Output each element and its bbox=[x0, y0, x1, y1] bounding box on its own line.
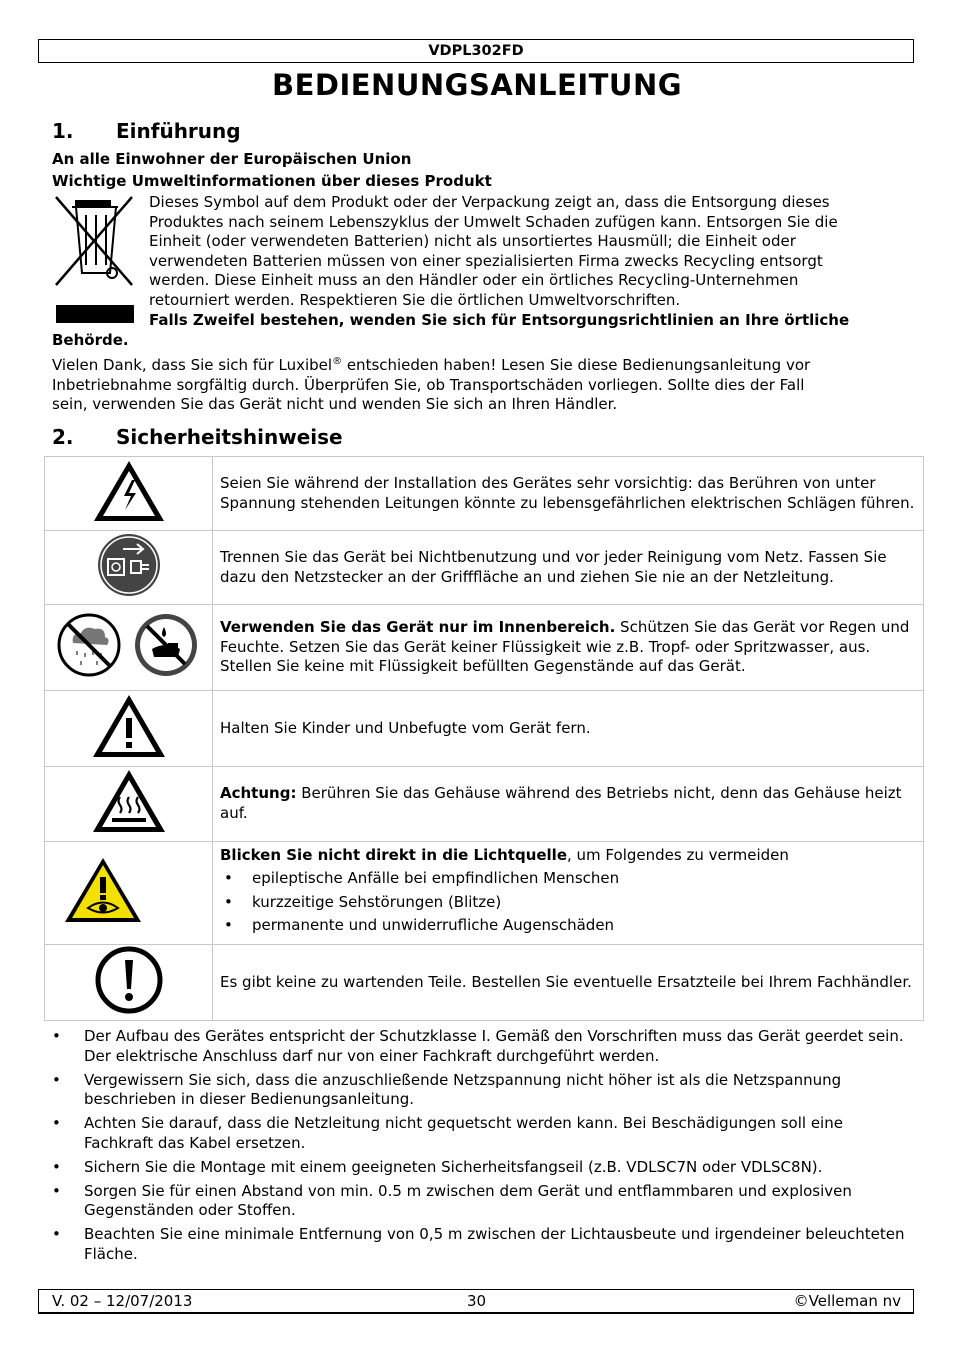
icon-cell bbox=[45, 457, 213, 531]
list-item: • epileptische Anfälle bei empfindlichen Menschen bbox=[220, 869, 917, 889]
safety-text-rest: , um Folgendes zu vermeiden bbox=[567, 845, 789, 864]
warning-icon bbox=[90, 692, 168, 760]
icon-cell bbox=[45, 944, 213, 1021]
text-line bbox=[52, 352, 810, 376]
safety-text: Es gibt keine zu wartenden Teile. Bestellen Sie eventuelle Ersatzteile bei Ihrem Fachhändler. bbox=[213, 944, 924, 1021]
table-row bbox=[45, 767, 924, 842]
doubt-text: Falls Zweifel bestehen, wenden Sie sich für Entsorgungsrichtlinien an Ihre örtliche bbox=[149, 311, 850, 329]
safety-text bbox=[213, 767, 924, 842]
section-number: 1. bbox=[52, 119, 74, 143]
safety-text-bold: Blicken Sie nicht direkt in die Lichtquelle bbox=[220, 845, 567, 864]
section-heading-1 bbox=[52, 119, 241, 143]
list-item: • kurzzeitige Sehstörungen (Blitze) bbox=[220, 893, 917, 913]
safety-text: Halten Sie Kinder und Unbefugte vom Gerät fern. bbox=[213, 691, 924, 767]
footer-page-number: 30 bbox=[467, 1292, 487, 1310]
table-row bbox=[45, 531, 924, 605]
high-voltage-icon bbox=[91, 458, 167, 524]
page-title: BEDIENUNGSANLEITUNG bbox=[271, 68, 683, 102]
safety-table bbox=[44, 456, 924, 1021]
section-heading-2 bbox=[52, 425, 343, 449]
text-line: werden. Diese Einheit muss an den Händler oder ein örtliches Recycling-Unternehmen bbox=[149, 271, 799, 289]
header-model: VDPL302FD bbox=[38, 39, 914, 63]
text-line: Inbetriebnahme sorgfältig durch. Überprüfen Sie, ob Transportschäden vorliegen. Sollte dies der Fall bbox=[52, 375, 805, 394]
eu-subheading: An alle Einwohner der Europäischen Union bbox=[52, 150, 412, 168]
list-item: • Achten Sie darauf, dass die Netzleitung nicht gequetscht werden kann. Bei Beschädigungen soll eine Fachkraft das Kabel ersetzen. bbox=[52, 1114, 912, 1153]
text-line: Dieses Symbol auf dem Produkt oder der Verpackung zeigt an, dass die Entsorgung dieses bbox=[149, 193, 830, 211]
thanks-text: entschieden haben! Lesen Sie diese Bedienungsanleitung vor bbox=[342, 356, 811, 374]
safety-text bbox=[213, 605, 924, 691]
no-water-icon bbox=[134, 613, 200, 677]
text-line: retourniert werden. Respektieren Sie die örtlichen Umweltvorschriften. bbox=[149, 290, 681, 309]
footer-version: V. 02 – 12/07/2013 bbox=[52, 1292, 193, 1310]
text-line: Produktes nach seinem Lebenszyklus der Umwelt Schaden zufügen kann. Entsorgen Sie die bbox=[149, 212, 838, 231]
doubt-text-cont: Behörde. bbox=[52, 331, 129, 349]
exclamation-circle-icon bbox=[94, 945, 164, 1015]
crossed-bin-icon bbox=[52, 193, 136, 323]
text-line: Einheit (oder verwendeten Batterien) nicht als unsortiertes Hausmüll; die Einheit oder bbox=[149, 232, 796, 250]
safety-intro bbox=[220, 846, 917, 866]
safety-text-bold: Achtung: bbox=[220, 784, 297, 803]
icon-cell bbox=[45, 605, 213, 691]
unplug-icon bbox=[97, 533, 161, 597]
list-item: • permanente und unwiderrufliche Augenschäden bbox=[220, 916, 917, 936]
safety-text-rest: Berühren Sie das Gehäuse während des Betriebs nicht, denn das Gehäuse heizt auf. bbox=[220, 784, 902, 822]
list-item: • Beachten Sie eine minimale Entfernung von 0,5 m zwischen der Lichtausbeute und irgendeiner beleuchteten Fläche. bbox=[52, 1225, 912, 1264]
environment-subheading: Wichtige Umweltinformationen über dieses Produkt bbox=[52, 172, 492, 190]
thanks-paragraph bbox=[52, 352, 810, 415]
icon-cell bbox=[45, 531, 213, 605]
eye-warning-icon bbox=[62, 855, 144, 925]
registered-mark: ® bbox=[332, 356, 343, 367]
safety-text: Trennen Sie das Gerät bei Nichtbenutzung und vor jeder Reinigung vom Netz. Fassen Sie dazu den Netzstecker an der Grifffläche an und ziehen Sie nie an der Netzleitung. bbox=[213, 531, 924, 605]
table-row bbox=[45, 457, 924, 531]
no-rain-icon bbox=[57, 613, 123, 677]
section-number: 2. bbox=[52, 425, 74, 449]
table-row bbox=[45, 691, 924, 767]
list-item: • Sorgen Sie für einen Abstand von min. 0.5 m zwischen dem Gerät und entflammbaren und explosiven Gegenständen oder Stoffen. bbox=[52, 1182, 912, 1221]
text-line: verwendeten Batterien müssen von einer spezialisierten Firma zwecks Recycling entsorgt bbox=[149, 251, 823, 270]
eye-risk-list bbox=[220, 869, 917, 936]
table-row bbox=[45, 944, 924, 1021]
safety-bullet-list bbox=[52, 1027, 912, 1269]
list-item: • Der Aufbau des Gerätes entspricht der Schutzklasse I. Gemäß den Vorschriften muss das Gerät geerdet sein. Der elektrische Anschluss darf nur von einer Fachkraft durchgeführt werden. bbox=[52, 1027, 912, 1066]
footer-copyright: ©Velleman nv bbox=[793, 1292, 901, 1310]
icon-cell bbox=[45, 691, 213, 767]
icon-cell bbox=[45, 767, 213, 842]
safety-text bbox=[213, 841, 924, 944]
table-row bbox=[45, 841, 924, 944]
thanks-text: Vielen Dank, dass Sie sich für Luxibel bbox=[52, 356, 333, 374]
weee-text bbox=[149, 193, 838, 310]
section-title: Sicherheitshinweise bbox=[116, 425, 343, 449]
page-footer bbox=[38, 1289, 914, 1314]
text-line: sein, verwenden Sie das Gerät nicht und wenden Sie sich an Ihren Händler. bbox=[52, 395, 618, 413]
safety-text-rest: Schützen Sie das Gerät vor Regen und Feuchte. Setzen Sie das Gerät keiner Flüssigkeit wie z.B. Tropf- oder Spritzwasser, aus. Stellen Sie keine mit Flüssigkeit befüllten Gegenstände auf das Gerät. bbox=[220, 618, 910, 676]
list-item: • Sichern Sie die Montage mit einem geeigneten Sicherheitsfangseil (z.B. VDLSC7N oder VDLSC8N). bbox=[52, 1158, 912, 1178]
hot-surface-icon bbox=[90, 767, 168, 835]
table-row bbox=[45, 605, 924, 691]
safety-text: Seien Sie während der Installation des Gerätes sehr vorsichtig: das Berühren von unter Spannung stehenden Leitungen könnte zu lebensgefährlichen elektrischen Schlägen führen. bbox=[213, 457, 924, 531]
section-title: Einführung bbox=[116, 119, 241, 143]
list-item: • Vergewissern Sie sich, dass die anzuschließende Netzspannung nicht höher ist als die Netzspannung beschrieben in dieser Bedienungsanleitung. bbox=[52, 1071, 912, 1110]
safety-text-bold: Verwenden Sie das Gerät nur im Innenbereich. bbox=[220, 618, 616, 637]
icon-cell bbox=[45, 841, 213, 944]
